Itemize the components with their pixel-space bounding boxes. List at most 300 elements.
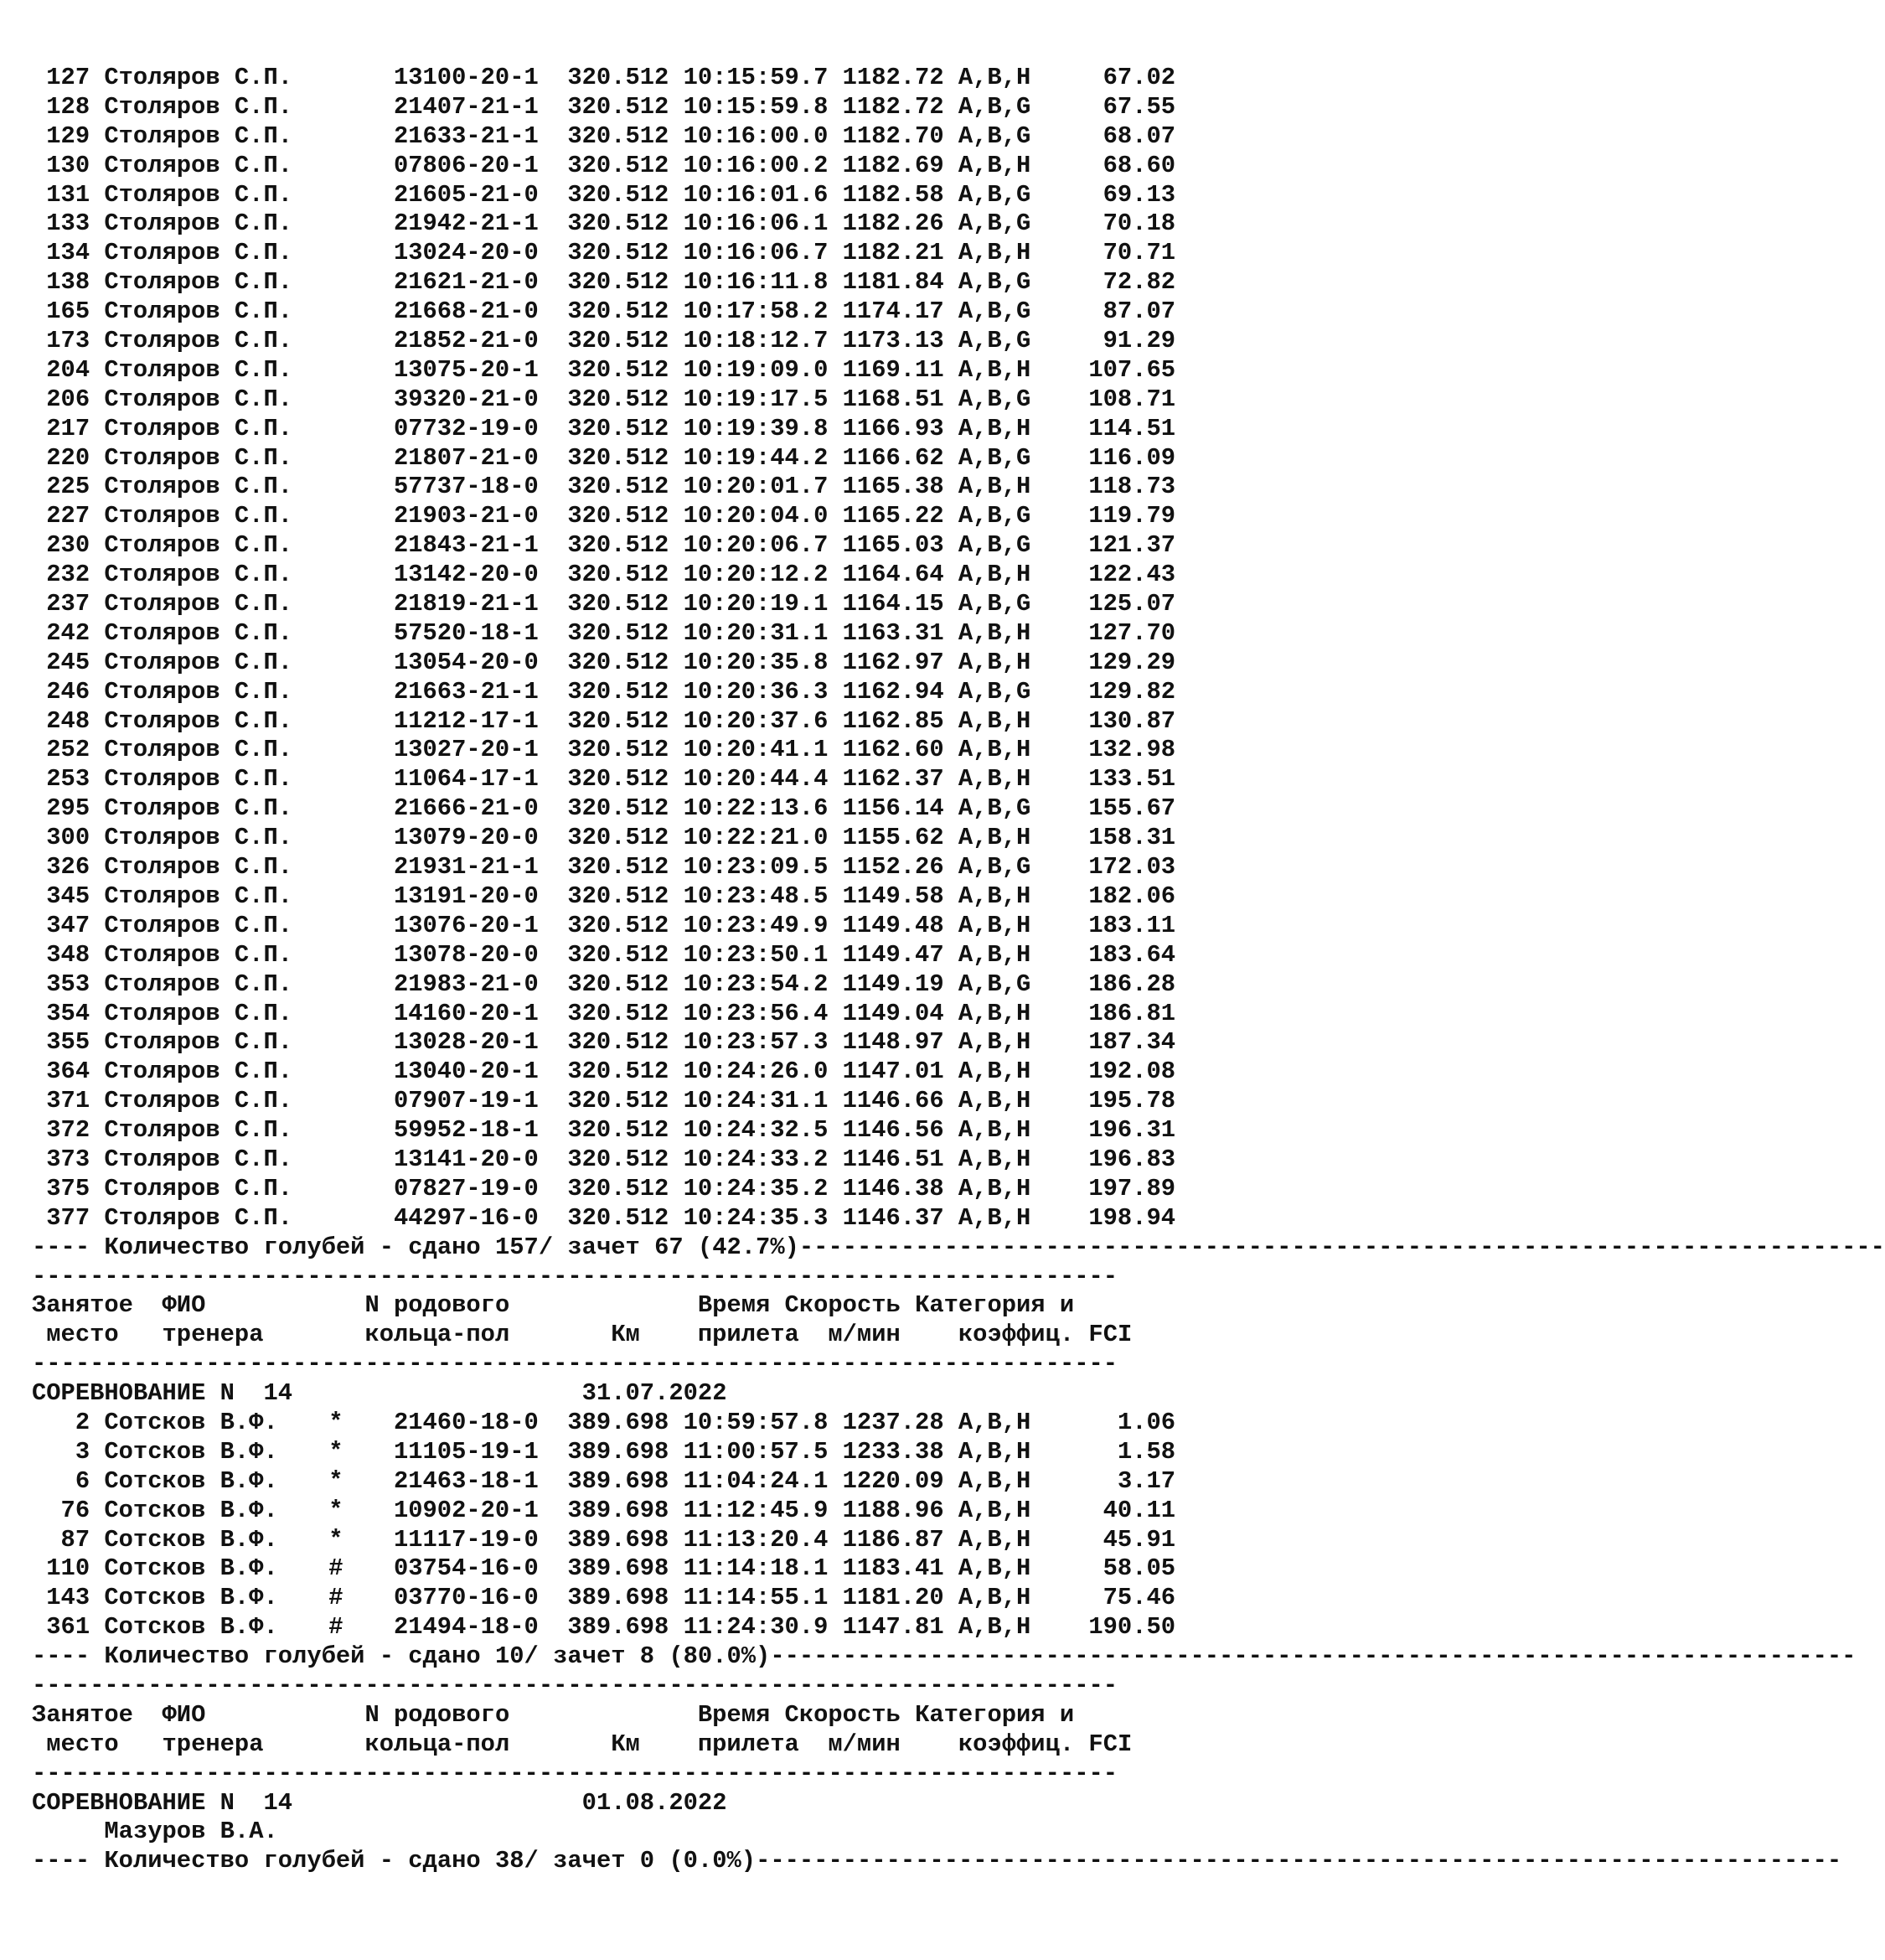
- table-row: [32, 853, 1175, 882]
- table-row: [32, 415, 1175, 444]
- place-cell: 129: [46, 122, 90, 150]
- competition-title: СОРЕВНОВАНИЕ N 14: [32, 1379, 293, 1408]
- fci-coefficient: 70.71: [1103, 239, 1176, 267]
- table-row: [32, 502, 1175, 531]
- speed: 1152.26: [842, 853, 944, 882]
- header-time: Время: [697, 1700, 771, 1729]
- category: A,B,H: [958, 1174, 1031, 1202]
- table-row: [32, 1438, 1175, 1467]
- speed: 1181.84: [842, 268, 944, 297]
- trainer-name: Столяров С.П.: [104, 1087, 293, 1115]
- ring-number: 13191-20-0: [393, 882, 539, 910]
- table-row: [32, 181, 1175, 210]
- ring-number: 21605-21-0: [393, 180, 539, 209]
- table-row: [32, 1467, 1175, 1497]
- table-row: [32, 385, 1175, 415]
- distance-km: 320.512: [567, 502, 669, 530]
- ring-number: 21843-21-1: [393, 531, 539, 560]
- column-header-line-2: [32, 1730, 1175, 1760]
- place-cell: 354: [46, 999, 90, 1027]
- distance-km: 389.698: [567, 1466, 669, 1495]
- mark-cell: #: [328, 1584, 343, 1612]
- place-cell: 220: [46, 443, 90, 472]
- speed: 1146.37: [842, 1203, 944, 1232]
- place-cell: 373: [46, 1145, 90, 1173]
- ring-number: 07806-20-1: [393, 151, 539, 179]
- category: A,B,H: [958, 1116, 1031, 1145]
- speed: 1147.01: [842, 1058, 944, 1086]
- header-name: ФИО: [162, 1291, 206, 1320]
- fci-coefficient: 91.29: [1103, 327, 1176, 355]
- fci-coefficient: 132.98: [1088, 736, 1176, 764]
- speed: 1182.58: [842, 180, 944, 209]
- ring-number: 03754-16-0: [393, 1554, 539, 1583]
- arrival-time: 10:59:57.8: [683, 1408, 829, 1436]
- distance-km: 320.512: [567, 1174, 669, 1202]
- divider: [32, 1760, 1175, 1789]
- category: A,B,G: [958, 794, 1031, 823]
- trainer-name: Столяров С.П.: [104, 590, 293, 618]
- place-cell: 232: [46, 561, 90, 589]
- arrival-time: 10:16:00.2: [683, 151, 829, 179]
- section-2-results: [32, 1409, 1175, 1642]
- arrival-time: 10:18:12.7: [683, 327, 829, 355]
- fci-coefficient: 130.87: [1088, 706, 1176, 735]
- table-row: [32, 1028, 1175, 1058]
- arrival-time: 11:12:45.9: [683, 1496, 829, 1524]
- column-header-line-1: [32, 1291, 1175, 1321]
- category: A,B,H: [958, 414, 1031, 442]
- table-row: [32, 239, 1175, 268]
- table-row: [32, 473, 1175, 502]
- ring-number: 13075-20-1: [393, 355, 539, 384]
- arrival-time: 10:16:11.8: [683, 268, 829, 297]
- distance-km: 320.512: [567, 561, 669, 589]
- trainer-name: Столяров С.П.: [104, 531, 293, 560]
- speed: 1163.31: [842, 618, 944, 647]
- header-ring-2: кольца-пол: [364, 1730, 510, 1758]
- distance-km: 320.512: [567, 443, 669, 472]
- table-row: [32, 970, 1175, 1000]
- arrival-time: 10:20:06.7: [683, 531, 829, 560]
- header-speed: Скорость: [784, 1291, 901, 1320]
- trainer-name: Столяров С.П.: [104, 1116, 293, 1145]
- fci-coefficient: 72.82: [1103, 268, 1176, 297]
- ring-number: 21852-21-0: [393, 327, 539, 355]
- trainer-name: Столяров С.П.: [104, 794, 293, 823]
- speed: 1149.04: [842, 999, 944, 1027]
- fci-coefficient: 186.81: [1088, 999, 1176, 1027]
- fci-coefficient: 127.70: [1088, 618, 1176, 647]
- trainer-name: Столяров С.П.: [104, 824, 293, 852]
- ring-number: 21666-21-0: [393, 794, 539, 823]
- place-cell: 355: [46, 1028, 90, 1057]
- arrival-time: 10:23:48.5: [683, 882, 829, 910]
- ring-number: 13100-20-1: [393, 64, 539, 91]
- fci-coefficient: 108.71: [1088, 385, 1176, 413]
- table-row: [32, 1204, 1175, 1233]
- ring-number: 14160-20-1: [393, 999, 539, 1027]
- trainer-name: Столяров С.П.: [104, 940, 293, 969]
- competition-date: 31.07.2022: [581, 1379, 727, 1408]
- category: A,B,H: [958, 940, 1031, 969]
- place-cell: 127: [46, 64, 90, 91]
- header-time: Время: [697, 1291, 771, 1320]
- table-row: [32, 1554, 1175, 1584]
- category: A,B,G: [958, 122, 1031, 150]
- place-cell: 364: [46, 1058, 90, 1086]
- place-cell: 345: [46, 882, 90, 910]
- distance-km: 320.512: [567, 1203, 669, 1232]
- section-1-summary-line: [32, 1233, 1885, 1263]
- ring-number: 11105-19-1: [393, 1437, 539, 1466]
- trainer-name: Столяров С.П.: [104, 882, 293, 910]
- speed: 1182.21: [842, 239, 944, 267]
- category: A,B,H: [958, 64, 1031, 91]
- trainer-name: Столяров С.П.: [104, 1145, 293, 1173]
- ring-number: 21633-21-1: [393, 122, 539, 150]
- mark-cell: *: [328, 1437, 343, 1466]
- distance-km: 320.512: [567, 180, 669, 209]
- header-ring: N родового: [364, 1291, 510, 1320]
- fci-coefficient: 190.50: [1088, 1613, 1176, 1642]
- header-speed-2: м/мин: [828, 1321, 901, 1349]
- header-category: Категория и: [915, 1291, 1075, 1320]
- distance-km: 320.512: [567, 385, 669, 413]
- divider-dashes: ---------------------------------------------------------------------------: [32, 1671, 1118, 1699]
- fci-coefficient: 172.03: [1088, 853, 1176, 882]
- ring-number: 21463-18-1: [393, 1466, 539, 1495]
- ring-number: 13027-20-1: [393, 736, 539, 764]
- place-cell: 372: [46, 1116, 90, 1145]
- header-place-2: место: [32, 1730, 119, 1758]
- mark-cell: *: [328, 1525, 343, 1554]
- fci-coefficient: 45.91: [1103, 1525, 1176, 1554]
- section-3-participant-line: [32, 1818, 1175, 1847]
- distance-km: 320.512: [567, 970, 669, 998]
- arrival-time: 10:24:35.3: [683, 1203, 829, 1232]
- ring-number: 13028-20-1: [393, 1028, 539, 1057]
- table-row: [32, 824, 1175, 853]
- speed: 1166.62: [842, 443, 944, 472]
- speed: 1165.03: [842, 531, 944, 560]
- arrival-time: 10:22:21.0: [683, 824, 829, 852]
- ring-number: 07827-19-0: [393, 1174, 539, 1202]
- ring-number: 21460-18-0: [393, 1408, 539, 1436]
- place-cell: 134: [46, 239, 90, 267]
- category: A,B,G: [958, 268, 1031, 297]
- place-cell: 246: [46, 677, 90, 706]
- distance-km: 320.512: [567, 473, 669, 501]
- distance-km: 389.698: [567, 1525, 669, 1554]
- ring-number: 07732-19-0: [393, 414, 539, 442]
- place-cell: 253: [46, 765, 90, 794]
- speed: 1164.64: [842, 561, 944, 589]
- distance-km: 320.512: [567, 1028, 669, 1057]
- table-row: [32, 707, 1175, 737]
- speed: 1182.72: [842, 92, 944, 121]
- speed: 1183.41: [842, 1554, 944, 1583]
- category: A,B,H: [958, 648, 1031, 676]
- table-row: [32, 209, 1175, 239]
- place-cell: 173: [46, 327, 90, 355]
- category: A,B,H: [958, 473, 1031, 501]
- category: A,B,H: [958, 1203, 1031, 1232]
- table-row: [32, 1087, 1175, 1116]
- ring-number: 21903-21-0: [393, 502, 539, 530]
- trainer-name: Столяров С.П.: [104, 239, 293, 267]
- trainer-name: Столяров С.П.: [104, 443, 293, 472]
- table-row: [32, 268, 1175, 297]
- fci-coefficient: 196.83: [1088, 1145, 1176, 1173]
- header-speed: Скорость: [784, 1700, 901, 1729]
- fci-coefficient: 186.28: [1088, 970, 1176, 998]
- distance-km: 320.512: [567, 677, 669, 706]
- ring-number: 10902-20-1: [393, 1496, 539, 1524]
- trainer-name: Столяров С.П.: [104, 706, 293, 735]
- fci-coefficient: 129.82: [1088, 677, 1176, 706]
- section-3-summary-line: [32, 1847, 1842, 1876]
- header-name-2: тренера: [162, 1730, 264, 1758]
- place-cell: 300: [46, 824, 90, 852]
- trainer-name: Столяров С.П.: [104, 122, 293, 150]
- table-row: [32, 765, 1175, 794]
- place-cell: 295: [46, 794, 90, 823]
- speed: 1169.11: [842, 355, 944, 384]
- ring-number: 39320-21-0: [393, 385, 539, 413]
- arrival-time: 10:23:56.4: [683, 999, 829, 1027]
- ring-number: 21983-21-0: [393, 970, 539, 998]
- place-cell: 375: [46, 1174, 90, 1202]
- mark-cell: *: [328, 1466, 343, 1495]
- arrival-time: 10:16:01.6: [683, 180, 829, 209]
- arrival-time: 10:24:32.5: [683, 1116, 829, 1145]
- table-row: [32, 122, 1175, 152]
- category: A,B,H: [958, 765, 1031, 794]
- trainer-name: Столяров С.П.: [104, 473, 293, 501]
- table-row: [32, 1526, 1175, 1555]
- ring-number: 57737-18-0: [393, 473, 539, 501]
- table-row: [32, 444, 1175, 473]
- divider: [32, 1350, 1175, 1379]
- trainer-name: Столяров С.П.: [104, 385, 293, 413]
- arrival-time: 11:00:57.5: [683, 1437, 829, 1466]
- trainer-name: Столяров С.П.: [104, 765, 293, 794]
- category: A,B,H: [958, 561, 1031, 589]
- arrival-time: 10:22:13.6: [683, 794, 829, 823]
- speed: 1182.26: [842, 209, 944, 238]
- trainer-name: Столяров С.П.: [104, 561, 293, 589]
- ring-number: 11117-19-0: [393, 1525, 539, 1554]
- arrival-time: 11:13:20.4: [683, 1525, 829, 1554]
- fci-coefficient: 68.60: [1103, 151, 1176, 179]
- ring-number: 21807-21-0: [393, 443, 539, 472]
- place-cell: 326: [46, 853, 90, 882]
- header-ring-2: кольца-пол: [364, 1321, 510, 1349]
- speed: 1147.81: [842, 1613, 944, 1642]
- table-row: [32, 649, 1175, 678]
- category: A,B,H: [958, 151, 1031, 179]
- fci-coefficient: 125.07: [1088, 590, 1176, 618]
- header-name-2: тренера: [162, 1321, 264, 1349]
- arrival-time: 10:20:04.0: [683, 502, 829, 530]
- fci-coefficient: 195.78: [1088, 1087, 1176, 1115]
- place-cell: 128: [46, 92, 90, 121]
- arrival-time: 10:23:09.5: [683, 853, 829, 882]
- distance-km: 320.512: [567, 882, 669, 910]
- category: A,B,H: [958, 1145, 1031, 1173]
- ring-number: 44297-16-0: [393, 1203, 539, 1232]
- section-2-summary: ---- Количество голубей - сдано 10/ зачет 8 (80.0%): [32, 1642, 771, 1671]
- trainer-name: Столяров С.П.: [104, 355, 293, 384]
- speed: 1149.48: [842, 911, 944, 939]
- distance-km: 320.512: [567, 122, 669, 150]
- speed: 1162.85: [842, 706, 944, 735]
- ring-number: 13078-20-0: [393, 940, 539, 969]
- speed: 1186.87: [842, 1525, 944, 1554]
- speed: 1148.97: [842, 1028, 944, 1057]
- ring-number: 13076-20-1: [393, 911, 539, 939]
- distance-km: 320.512: [567, 853, 669, 882]
- distance-km: 389.698: [567, 1408, 669, 1436]
- category: A,B,H: [958, 239, 1031, 267]
- table-row: [32, 64, 1175, 93]
- distance-km: 320.512: [567, 999, 669, 1027]
- ring-number: 21663-21-1: [393, 677, 539, 706]
- category: A,B,H: [958, 1584, 1031, 1612]
- distance-km: 320.512: [567, 706, 669, 735]
- fci-coefficient: 122.43: [1088, 561, 1176, 589]
- speed: 1149.47: [842, 940, 944, 969]
- divider: [32, 1263, 1175, 1292]
- header-time-2: прилета: [697, 1321, 799, 1349]
- table-row: [32, 882, 1175, 912]
- category: A,B,H: [958, 1437, 1031, 1466]
- ring-number: 21931-21-1: [393, 853, 539, 882]
- place-cell: 377: [46, 1203, 90, 1232]
- trainer-name: Столяров С.П.: [104, 1058, 293, 1086]
- fci-coefficient: 119.79: [1088, 502, 1176, 530]
- summary-dashes: ---------------------------------------------------------------------------: [756, 1847, 1842, 1875]
- header-place: Занятое: [32, 1700, 133, 1729]
- distance-km: 389.698: [567, 1496, 669, 1524]
- fci-coefficient: 1.58: [1117, 1437, 1176, 1466]
- fci-coefficient: 1.06: [1117, 1408, 1176, 1436]
- column-header-line-2: [32, 1321, 1175, 1350]
- mark-cell: #: [328, 1554, 343, 1583]
- results-printout: [32, 64, 1885, 1876]
- trainer-name: Столяров С.П.: [104, 502, 293, 530]
- place-cell: 143: [46, 1584, 90, 1612]
- place-cell: 131: [46, 180, 90, 209]
- category: A,B,G: [958, 531, 1031, 560]
- speed: 1146.56: [842, 1116, 944, 1145]
- arrival-time: 10:20:19.1: [683, 590, 829, 618]
- speed: 1146.51: [842, 1145, 944, 1173]
- ring-number: 13141-20-0: [393, 1145, 539, 1173]
- category: A,B,H: [958, 618, 1031, 647]
- category: A,B,G: [958, 970, 1031, 998]
- arrival-time: 10:19:09.0: [683, 355, 829, 384]
- distance-km: 320.512: [567, 940, 669, 969]
- speed: 1162.60: [842, 736, 944, 764]
- category: A,B,H: [958, 1408, 1031, 1436]
- fci-coefficient: 58.05: [1103, 1554, 1176, 1583]
- place-cell: 110: [46, 1554, 90, 1583]
- divider-dashes: ---------------------------------------------------------------------------: [32, 1262, 1118, 1290]
- trainer-name: Столяров С.П.: [104, 853, 293, 882]
- place-cell: 165: [46, 297, 90, 326]
- trainer-name: Столяров С.П.: [104, 1028, 293, 1057]
- category: A,B,G: [958, 297, 1031, 326]
- category: A,B,G: [958, 92, 1031, 121]
- speed: 1146.38: [842, 1174, 944, 1202]
- arrival-time: 10:24:33.2: [683, 1145, 829, 1173]
- distance-km: 320.512: [567, 648, 669, 676]
- arrival-time: 11:04:24.1: [683, 1466, 829, 1495]
- trainer-name: Столяров С.П.: [104, 180, 293, 209]
- fci-coefficient: 158.31: [1088, 824, 1176, 852]
- arrival-time: 10:20:37.6: [683, 706, 829, 735]
- place-cell: 204: [46, 355, 90, 384]
- category: A,B,H: [958, 1028, 1031, 1057]
- category: A,B,H: [958, 824, 1031, 852]
- table-row: [32, 590, 1175, 619]
- header-category-2: коэффиц. FCI: [958, 1321, 1133, 1349]
- table-row: [32, 941, 1175, 970]
- place-cell: 206: [46, 385, 90, 413]
- category: A,B,H: [958, 1087, 1031, 1115]
- ring-number: 21942-21-1: [393, 209, 539, 238]
- place-cell: 217: [46, 414, 90, 442]
- fci-coefficient: 114.51: [1088, 414, 1176, 442]
- table-row: [32, 1116, 1175, 1145]
- speed: 1174.17: [842, 297, 944, 326]
- place-cell: 361: [46, 1613, 90, 1642]
- category: A,B,H: [958, 1058, 1031, 1086]
- speed: 1168.51: [842, 385, 944, 413]
- category: A,B,H: [958, 999, 1031, 1027]
- distance-km: 320.512: [567, 64, 669, 91]
- place-cell: 242: [46, 618, 90, 647]
- trainer-name: Столяров С.П.: [104, 736, 293, 764]
- distance-km: 320.512: [567, 736, 669, 764]
- arrival-time: 10:16:06.1: [683, 209, 829, 238]
- ring-number: 03770-16-0: [393, 1584, 539, 1612]
- speed: 1182.69: [842, 151, 944, 179]
- category: A,B,G: [958, 385, 1031, 413]
- trainer-name: Столяров С.П.: [104, 970, 293, 998]
- ring-number: 21407-21-1: [393, 92, 539, 121]
- table-row: [32, 1613, 1175, 1642]
- trainer-name: Столяров С.П.: [104, 209, 293, 238]
- table-row: [32, 93, 1175, 122]
- fci-coefficient: 40.11: [1103, 1496, 1176, 1524]
- ring-number: 13024-20-0: [393, 239, 539, 267]
- header-place: Занятое: [32, 1291, 133, 1320]
- section-3-heading: [32, 1789, 1175, 1818]
- arrival-time: 10:24:31.1: [683, 1087, 829, 1115]
- distance-km: 320.512: [567, 618, 669, 647]
- table-row: [32, 152, 1175, 181]
- fci-coefficient: 68.07: [1103, 122, 1176, 150]
- ring-number: 13040-20-1: [393, 1058, 539, 1086]
- fci-coefficient: 69.13: [1103, 180, 1176, 209]
- place-cell: 76: [60, 1496, 90, 1524]
- distance-km: 320.512: [567, 765, 669, 794]
- arrival-time: 10:24:26.0: [683, 1058, 829, 1086]
- fci-coefficient: 133.51: [1088, 765, 1176, 794]
